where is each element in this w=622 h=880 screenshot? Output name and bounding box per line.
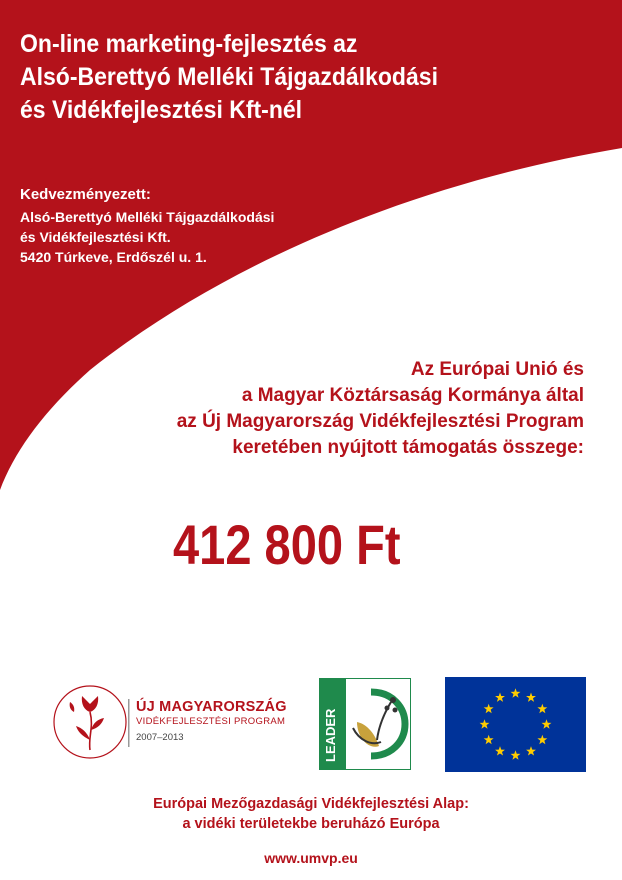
- beneficiary-line: 5420 Túrkeve, Erdőszél u. 1.: [20, 249, 207, 265]
- leader-logo-icon: [319, 678, 411, 770]
- website-link[interactable]: www.umvp.eu: [264, 850, 358, 866]
- umvp-logo-text: [136, 699, 287, 745]
- umvp-years: 2007–2013: [136, 732, 184, 743]
- title-line: On-line marketing-fejlesztés az: [20, 30, 358, 58]
- title-line: és Vidékfejlesztési Kft-nél: [20, 96, 303, 124]
- eu-flag-icon: [445, 677, 586, 772]
- beneficiary-label: Kedvezményezett:: [20, 186, 151, 203]
- umvp-subtitle: VIDÉKFEJLESZTÉSI PROGRAM: [136, 716, 286, 727]
- fund-statement: [0, 794, 622, 834]
- umvp-divider: [128, 699, 130, 747]
- support-line: az Új Magyarország Vidékfejlesztési Program: [176, 411, 584, 432]
- support-line: keretében nyújtott támogatás összege:: [232, 437, 584, 458]
- support-amount: 412 800 Ft: [173, 513, 401, 576]
- fund-line: Európai Mezőgazdasági Vidékfejlesztési Alap:: [153, 796, 469, 812]
- beneficiary-line: és Vidékfejlesztési Kft.: [20, 229, 171, 245]
- umvp-title: ÚJ MAGYARORSZÁG: [136, 699, 287, 715]
- leader-text: LEADER: [323, 708, 338, 762]
- page-title: [20, 28, 554, 127]
- title-line: Alsó-Berettyó Melléki Tájgazdálkodási: [20, 63, 438, 91]
- beneficiary-block: [20, 185, 274, 267]
- fund-line: a vidéki területekbe beruházó Európa: [182, 816, 440, 832]
- support-line: Az Európai Unió és: [410, 359, 584, 380]
- support-line: a Magyar Köztársaság Kormánya által: [241, 385, 584, 406]
- beneficiary-line: Alsó-Berettyó Melléki Tájgazdálkodási: [20, 209, 275, 225]
- tulip-logo-icon: [50, 682, 130, 762]
- support-statement: [84, 357, 584, 461]
